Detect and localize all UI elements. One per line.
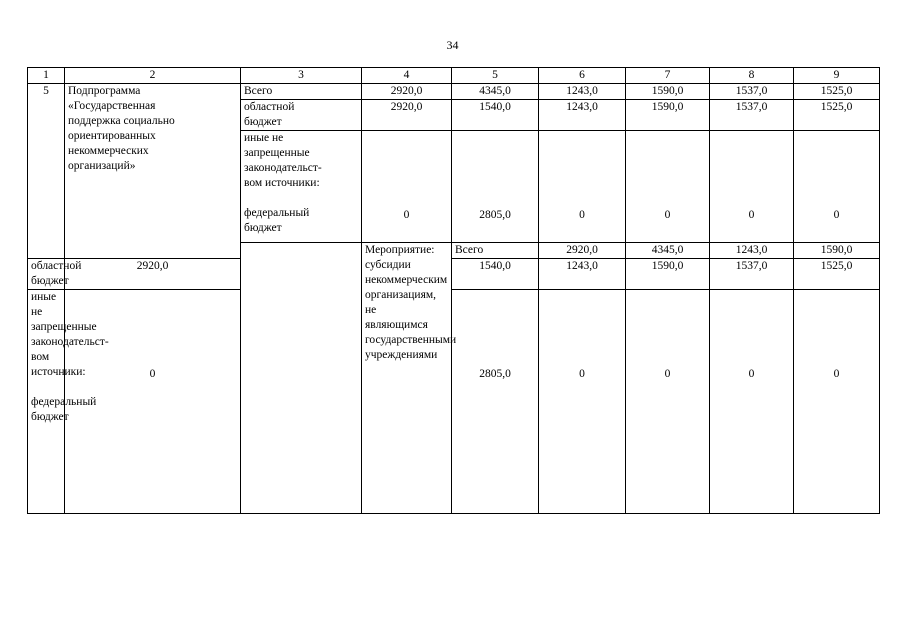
funding-source-label: Всего [452,243,539,259]
page-number: 34 [446,38,459,52]
title-line: государственными [365,334,457,346]
title-line: Подпрограмма [68,85,141,97]
title-line: поддержка социально [68,115,175,127]
federal-value: 2805,0 [479,209,511,221]
value-cell [626,131,710,243]
value-cell: 4345,0 [626,243,710,259]
label-line: иные не [244,132,284,144]
label-line: областной [244,101,295,113]
value-cell [794,131,880,243]
activity-title [362,243,457,514]
federal-value: 0 [664,209,671,221]
value-cell: 2920,0 [362,100,452,131]
label-line: бюджет [244,222,282,234]
value-cell: 1590,0 [794,243,880,259]
title-line: некоммерческих [68,145,149,157]
value-cell: 2920,0 [539,243,626,259]
funding-source-label: Всего [241,84,362,100]
value-cell: 1243,0 [539,100,626,131]
title-line: учреждениями [365,349,438,361]
label-line: законодательст- [244,162,322,174]
value-cell [362,131,452,243]
federal-value: 0 [833,209,840,221]
row-number [241,243,362,514]
federal-value: 0 [833,368,840,380]
program-title [65,84,241,259]
header-cell: 8 [710,68,794,84]
value-cell: 1525,0 [794,100,880,131]
federal-value: 0 [748,368,755,380]
header-cell: 6 [539,68,626,84]
label-line: вом источники: [244,177,320,189]
activity-regional-row [28,259,880,290]
federal-value: 2805,0 [479,368,511,380]
value-cell [710,290,794,514]
value-cell: 1537,0 [710,259,794,290]
header-cell: 5 [452,68,539,84]
program-total-row [28,84,880,100]
value-cell: 4345,0 [452,84,539,100]
title-line: Мероприятие: субсидии [365,244,435,271]
label-line: областной [31,260,82,272]
label-line: бюджет [31,275,69,287]
value-cell: 1540,0 [452,259,539,290]
federal-value: 0 [748,209,755,221]
value-cell [539,131,626,243]
header-cell: 7 [626,68,710,84]
value-cell: 1525,0 [794,259,880,290]
label-line: федеральный [244,207,310,219]
funding-source-label [28,259,82,290]
header-cell: 9 [794,68,880,84]
value-cell [710,131,794,243]
title-line: ориентированных [68,130,156,142]
value-cell: 1590,0 [626,259,710,290]
value-cell: 1590,0 [626,84,710,100]
value-cell: 1525,0 [794,84,880,100]
header-cell: 4 [362,68,452,84]
label-line: бюджет [31,411,69,423]
title-line: некоммерческим [365,274,448,286]
value-cell: 1243,0 [539,259,626,290]
value-cell: 1537,0 [710,84,794,100]
federal-value: 0 [579,209,585,221]
title-line: являющимся [365,319,428,331]
title-line: «Государственная [68,100,156,112]
label-line: законодательст- [31,336,109,348]
value-cell: 1243,0 [710,243,794,259]
label-line: запрещенные [31,321,97,333]
value-cell: 1540,0 [452,100,539,131]
value-cell [452,131,539,243]
federal-value: 0 [579,368,585,380]
value-cell [626,290,710,514]
value-cell: 1243,0 [539,84,626,100]
value-cell: 2920,0 [65,259,241,290]
funding-source-label [241,100,362,131]
title-line: организаций» [68,160,136,172]
value-cell [794,290,880,514]
federal-value: 0 [664,368,671,380]
row-number: 5 [28,84,65,259]
value-cell: 1537,0 [710,100,794,131]
federal-value: 0 [149,368,156,380]
activity-other-sources-row [28,290,880,514]
label-line: вом источники: [31,351,86,378]
budget-table [27,67,880,514]
value-cell [539,290,626,514]
funding-source-label [241,131,362,243]
label-line: запрещенные [244,147,310,159]
header-cell: 2 [65,68,241,84]
title-line: организациям, не [365,289,437,316]
federal-value: 0 [403,209,410,221]
funding-source-label [28,290,109,514]
label-line: иные не [31,291,57,318]
header-cell: 3 [241,68,362,84]
label-line: федеральный [31,396,97,408]
value-cell: 1590,0 [626,100,710,131]
header-row [28,68,880,84]
label-line: бюджет [244,116,282,128]
value-cell: 2920,0 [362,84,452,100]
header-cell: 1 [28,68,65,84]
value-cell [452,290,539,514]
